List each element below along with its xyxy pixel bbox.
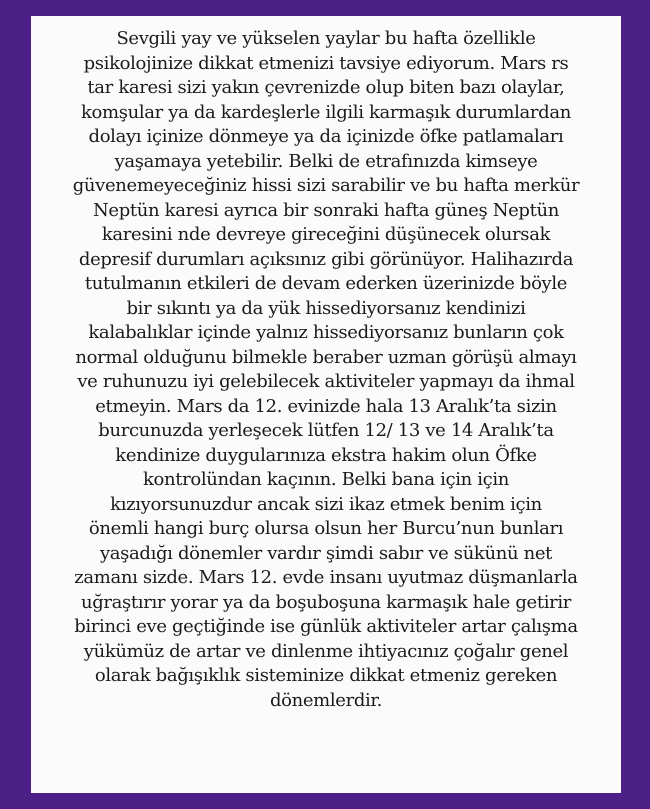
text-line: burcunuzda yerleşecek lütfen 12/ 13 ve 14 Aralık’ta [98,420,554,441]
text-line: dönemlerdir. [269,689,383,711]
text-line: kendinize duygularınıza ekstra hakim olun Öfke [115,444,537,466]
text-line: zamanı sizde. Mars 12. evde insanı uyutmaz düşmanlarla [74,567,578,588]
text-line: karesini nde devreye gireceğini düşünecek olursak [101,224,551,245]
text-line: kalabalıklar içinde yalnız hissediyorsanız bunların çok [88,322,564,343]
text-line: kızıyorsunuzdur ancak sizi ikaz etmek benim için [110,493,542,515]
text-card [31,16,621,793]
text-line: kontrolündan kaçının. Belki bana için için [142,469,510,490]
text-line: dolayı içinize dönmeye ya da içinizde öfke patlamaları [88,126,564,147]
text-line: Sevgili yay ve yükselen yaylar bu hafta özellikle [116,28,536,49]
text-line: önemli hangi burç olursa olsun her Burcu’nun bunları [88,518,564,539]
text-line: olarak bağışıklık sisteminize dikkat etmeniz gereken [94,665,558,686]
text-line: birinci eve geçtiğinde ise günlük aktiviteler artar çalışma [74,616,578,637]
text-line: psikolojinize dikkat etmenizi tavsiye ediyorum. Mars rs [83,52,569,74]
text-line: tutulmanın etkileri de devam ederken üzerinizde böyle [84,273,568,294]
text-line: etmeyin. Mars da 12. evinizde hala 13 Aralık’ta sizin [95,395,557,417]
text-line: güvenemeyeceğiniz hissi sizi sarabilir ve bu hafta merkür [72,175,580,196]
horoscope-text [39,27,613,713]
text-line: uğraştırır yorar ya da boşuboşuna karmaşık hale getirir [80,591,572,613]
text-line: normal olduğunu bilmekle beraber uzman görüşü almayı [75,346,577,368]
text-line: depresif durumları açıksınız gibi görünüyor. Halihazırda [78,248,574,270]
text-line: bir sıkıntı ya da yük hissediyorsanız kendinizi [126,297,526,319]
text-line: ve ruhunuzu iyi gelebilecek aktiviteler yapmayı da ihmal [77,371,575,392]
text-line: yaşadığı dönemler vardır şimdi sabır ve sükünü net [99,542,553,564]
text-line: tar karesi sizi yakın çevrenizde olup biten bazı olaylar, [87,77,565,98]
text-line: yaşamaya yetebilir. Belki de etrafınızda kimseye [114,150,538,172]
text-line: Neptün karesi ayrıca bir sonraki hafta güneş Neptün [93,199,559,221]
text-line: komşular ya da kardeşlerle ilgili karmaşık durumlardan [81,101,571,123]
text-line: yükümüz de artar ve dinlenme ihtiyacınız çoğalır genel [83,640,569,662]
